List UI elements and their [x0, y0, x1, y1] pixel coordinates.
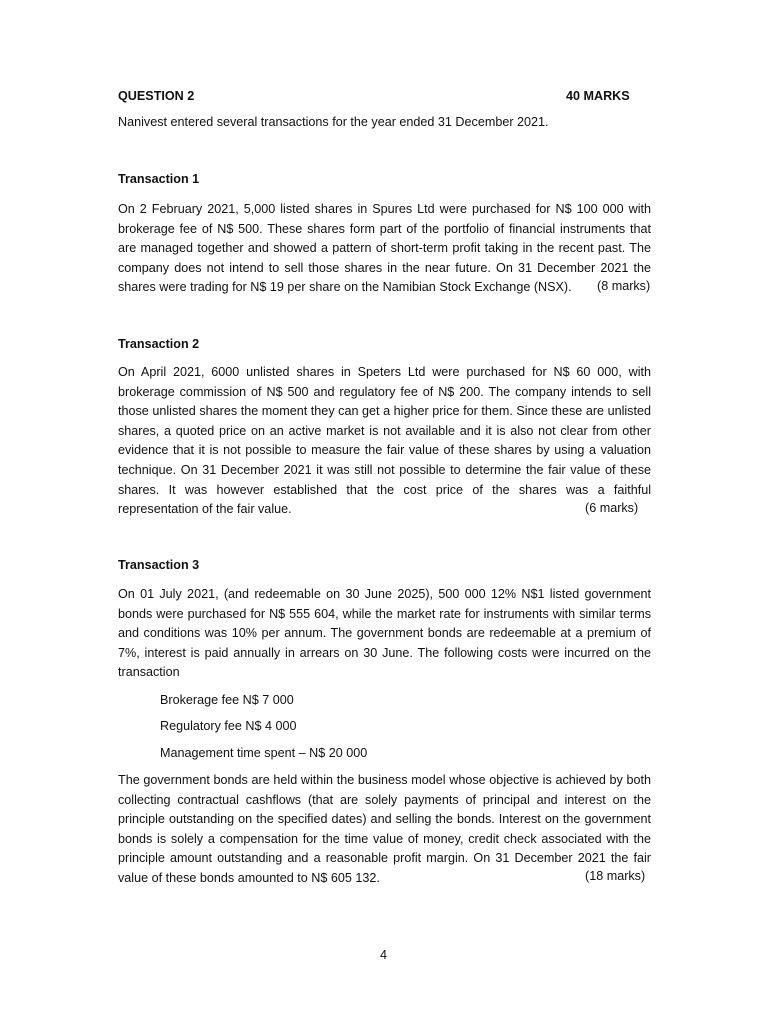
transaction-1-heading: Transaction 1 [118, 172, 200, 186]
transaction-1-body: On 2 February 2021, 5,000 listed shares in Spures Ltd were purchased for N$ 100 000 with brokerage fee of N$ 500. These shares form part of the portfolio of financial instruments that are managed together and showed a pattern of short-term profit taking in the recent past. The company does not intend to sell those shares in the near future. On 31 December 2021 the shares were trading for N$ 19 per share on the Namibian Stock Exchange (NSX). [118, 202, 651, 295]
intro-text: Nanivest entered several transactions for the year ended 31 December 2021. [118, 115, 549, 129]
question-title: QUESTION 2 [118, 89, 195, 103]
transaction-3-body-2: The government bonds are held within the business model whose objective is achieved by both collecting contractual cashflows (that are solely payments of principal and interest on the principle outstanding on the specified dates) and selling the bonds. Interest on the government bonds is solely a compensation for the time value of money, credit check associated with the principle amount outstanding and a reasonable profit margin. On 31 December 2021 the fair value of these bonds amounted to N$ 605 132. [118, 773, 651, 885]
page-number: 4 [380, 948, 388, 962]
cost-item: Management time spent – N$ 20 000 [160, 746, 368, 760]
transaction-2-heading: Transaction 2 [118, 337, 200, 351]
transaction-3-heading: Transaction 3 [118, 558, 200, 572]
question-marks: 40 MARKS [566, 89, 630, 103]
transaction-2-body: On April 2021, 6000 unlisted shares in Speters Ltd were purchased for N$ 60 000, with brokerage commission of N$ 500 and regulatory fee of N$ 200. The company intends to sell those unlisted shares the moment they can get a higher price for them. Since these are unlisted shares, a quoted price on an active market is not available and it is also not clear from other evidence that it is not possible to measure the fair value of these shares by using a valuation technique. On 31 December 2021 it was still not possible to determine the fair value of these shares. It was however established that the cost price of the shares was a faithful representation of the fair value. [118, 365, 651, 517]
transaction-3-body: On 01 July 2021, (and redeemable on 30 June 2025), 500 000 12% N$1 listed government bonds were purchased for N$ 555 604, while the market rate for instruments with similar terms and conditions was 10% per annum. The government bonds are redeemable at a premium of 7%, interest is paid annually in arrears on 30 June. The following costs were incurred on the transaction [118, 587, 651, 680]
transaction-1-marks: (8 marks) [597, 279, 651, 293]
transaction-2-marks: (6 marks) [585, 501, 639, 515]
transaction-3-marks: (18 marks) [585, 869, 646, 883]
cost-item: Brokerage fee N$ 7 000 [160, 693, 294, 707]
cost-item: Regulatory fee N$ 4 000 [160, 719, 297, 733]
